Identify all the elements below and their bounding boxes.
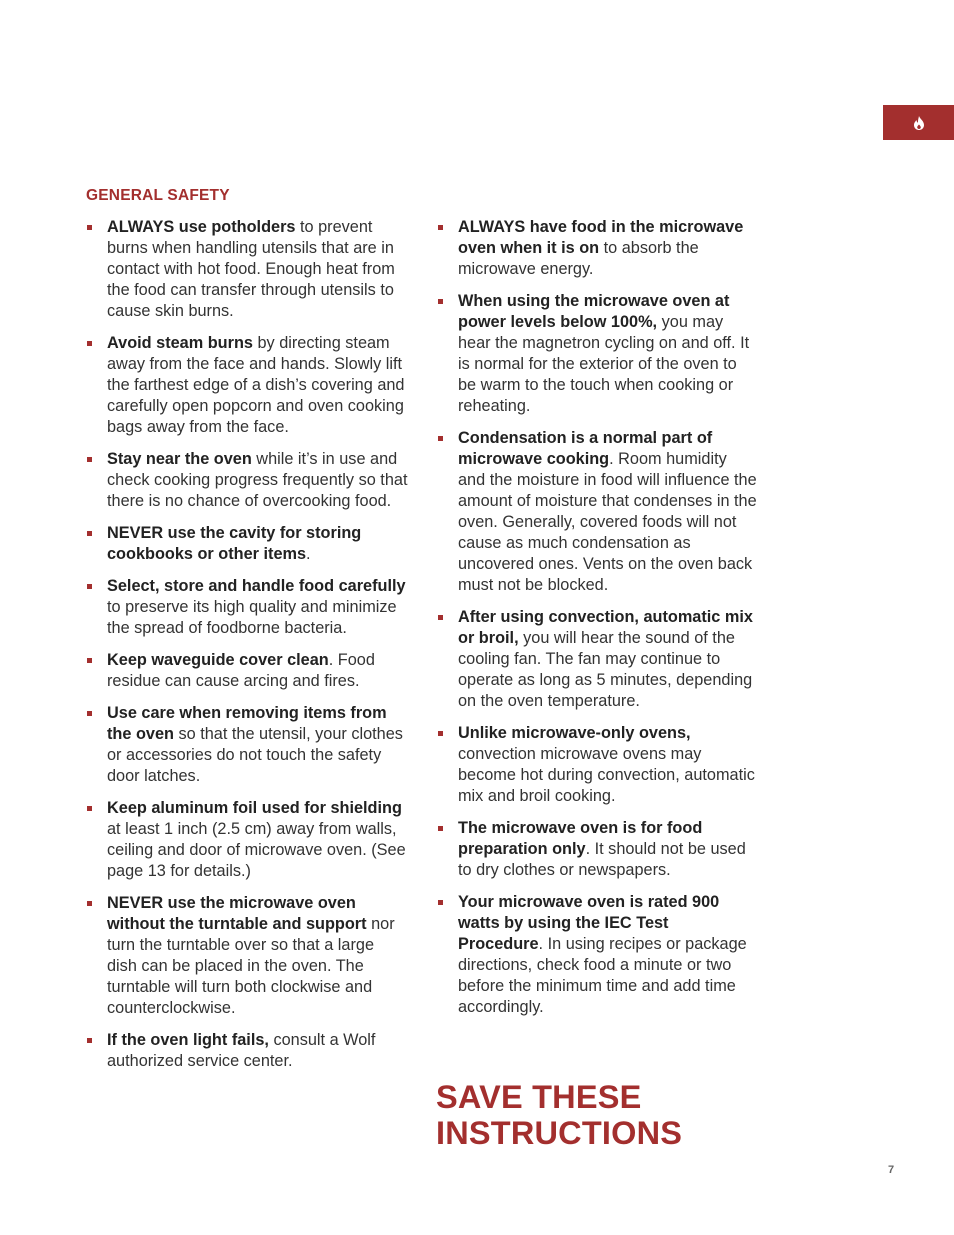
list-item: NEVER use the microwave oven without the turntable and support nor turn the turntable over so that a large dish can be placed in the oven. The turntable will turn both clockwise and counterclockwise. (86, 893, 408, 1019)
list-item: Use care when removing items from the oven so that the utensil, your clothes or accessories do not touch the safety door latches. (86, 703, 408, 787)
bullet-icon (87, 457, 92, 462)
list-item: Your microwave oven is rated 900 watts by using the IEC Test Procedure. In using recipes or package directions, check food a minute or two before the minimum time and add time accordingly. (437, 892, 757, 1018)
bullet-icon (87, 225, 92, 230)
right-column-list (437, 217, 757, 1029)
bullet-icon (438, 826, 443, 831)
list-item: ALWAYS use potholders to prevent burns when handling utensils that are in contact with hot food. Enough heat from the food can transfer through utensils to cause skin burns. (86, 217, 408, 322)
bullet-icon (87, 341, 92, 346)
flame-icon (913, 116, 925, 130)
bullet-icon (438, 900, 443, 905)
bullet-icon (87, 531, 92, 536)
list-item: ALWAYS have food in the microwave oven when it is on to absorb the microwave energy. (437, 217, 757, 280)
bullet-icon (438, 436, 443, 441)
bullet-icon (438, 615, 443, 620)
list-item: NEVER use the cavity for storing cookbooks or other items. (86, 523, 408, 565)
page-number: 7 (888, 1164, 895, 1176)
save-heading-line-1: SAVE THESE (436, 1079, 642, 1115)
bullet-icon (438, 731, 443, 736)
list-item: Keep aluminum foil used for shielding at least 1 inch (2.5 cm) away from walls, ceiling and door of microwave oven. (See page 13 for details.) (86, 798, 408, 882)
bullet-icon (438, 225, 443, 230)
bullet-icon (87, 1038, 92, 1043)
list-item: Avoid steam burns by directing steam away from the face and hands. Slowly lift the farthest edge of a dish’s covering and carefully open popcorn and oven cooking bags away from the face. (86, 333, 408, 438)
list-item: Keep waveguide cover clean. Food residue can cause arcing and fires. (86, 650, 408, 692)
bullet-icon (87, 806, 92, 811)
list-item: After using convection, automatic mix or broil, you will hear the sound of the cooling fan. The fan may continue to operate as long as 5 minutes, depending on the oven temperature. (437, 607, 757, 712)
list-item: The microwave oven is for food preparation only. It should not be used to dry clothes or newspapers. (437, 818, 757, 881)
list-item: When using the microwave oven at power levels below 100%, you may hear the magnetron cycling on and off. It is normal for the exterior of the oven to be warm to the touch when cooking or reheating. (437, 291, 757, 417)
list-item: Stay near the oven while it’s in use and check cooking progress frequently so that there is no chance of overcooking food. (86, 449, 408, 512)
bullet-icon (87, 658, 92, 663)
bullet-icon (87, 711, 92, 716)
bullet-icon (438, 299, 443, 304)
section-tab (883, 105, 954, 140)
list-item: Unlike microwave-only ovens, convection microwave ovens may become hot during convection, automatic mix and broil cooking. (437, 723, 757, 807)
left-column-list (86, 217, 408, 1083)
bullet-icon (87, 584, 92, 589)
list-item: If the oven light fails, consult a Wolf authorized service center. (86, 1030, 408, 1072)
list-item: Select, store and handle food carefully to preserve its high quality and minimize the spread of foodborne bacteria. (86, 576, 408, 639)
bullet-icon (87, 901, 92, 906)
save-heading-line-2: INSTRUCTIONS (436, 1115, 683, 1151)
section-title: GENERAL SAFETY (86, 187, 230, 204)
save-instructions-heading (436, 1079, 682, 1151)
list-item: Condensation is a normal part of microwave cooking. Room humidity and the moisture in food will influence the amount of moisture that condenses in the oven. Generally, covered foods will not cause as much condensation as uncovered ones. Vents on the oven back must not be blocked. (437, 428, 757, 596)
